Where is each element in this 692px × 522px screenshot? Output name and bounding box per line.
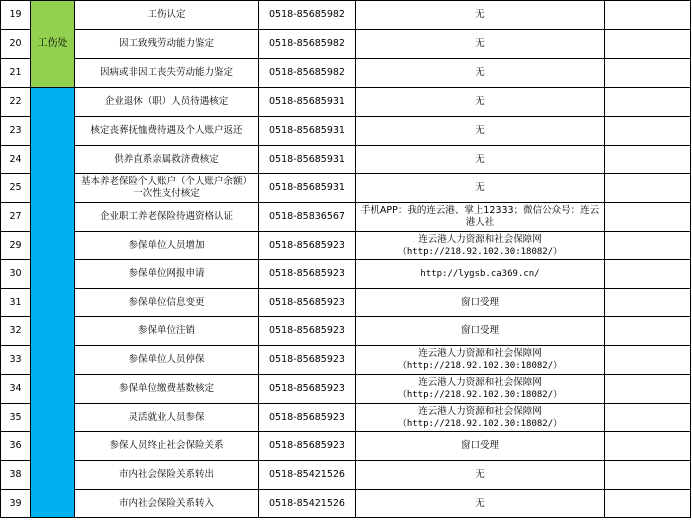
empty-cell: [605, 432, 691, 461]
phone-number: 0518-85685923: [259, 260, 356, 289]
row-number: 38: [1, 461, 31, 490]
online-channel: [356, 88, 605, 117]
online-channel: [356, 232, 605, 260]
empty-cell: [605, 317, 691, 346]
online-channel: [356, 260, 605, 289]
service-name: 供养直系亲属救济费核定: [75, 146, 259, 174]
empty-cell: [605, 404, 691, 432]
table-row: [1, 88, 691, 117]
empty-cell: [605, 203, 691, 232]
service-name: 企业职工养老保险待遇资格认证: [75, 203, 259, 232]
online-channel: [356, 346, 605, 375]
online-channel-line: http://lygsb.ca369.cn/: [420, 269, 540, 279]
table-row: [1, 346, 691, 375]
table-row: [1, 375, 691, 404]
phone-number: 0518-85421526: [259, 490, 356, 518]
online-channel: [356, 146, 605, 174]
service-name: 参保单位人员增加: [75, 232, 259, 260]
service-name: 因病或非因工丧失劳动能力鉴定: [75, 59, 259, 88]
table-row: [1, 30, 691, 59]
online-channel-line: 无: [475, 497, 485, 509]
row-number: 39: [1, 490, 31, 518]
service-name: 参保人员终止社会保险关系: [75, 432, 259, 461]
empty-cell: [605, 375, 691, 404]
department-cell-blue: [31, 88, 75, 518]
online-channel: [356, 375, 605, 404]
online-channel: [356, 30, 605, 59]
service-name: 参保单位人员停保: [75, 346, 259, 375]
service-name: 因工致残劳动能力鉴定: [75, 30, 259, 59]
online-channel-line: 连云港人力资源和社会保障网: [418, 377, 542, 388]
service-name: 企业退休（职）人员待遇核定: [75, 88, 259, 117]
row-number: 33: [1, 346, 31, 375]
phone-number: 0518-85685923: [259, 289, 356, 317]
phone-number: 0518-85685982: [259, 59, 356, 88]
table-row: [1, 146, 691, 174]
phone-number: 0518-85685923: [259, 375, 356, 404]
phone-number: 0518-85685931: [259, 88, 356, 117]
row-number: 31: [1, 289, 31, 317]
row-number: 25: [1, 174, 31, 203]
phone-number: 0518-85685931: [259, 174, 356, 203]
empty-cell: [605, 260, 691, 289]
department-cell: 工伤处: [31, 1, 75, 88]
empty-cell: [605, 30, 691, 59]
row-number: 23: [1, 117, 31, 146]
service-name: 参保单位信息变更: [75, 289, 259, 317]
online-channel: [356, 289, 605, 317]
online-channel-line: 窗口受理: [460, 296, 499, 308]
table-row: [1, 174, 691, 203]
online-channel-line: （http://218.92.102.30:18082/）: [397, 246, 563, 257]
table-row: [1, 317, 691, 346]
table-row: [1, 232, 691, 260]
online-channel-line: 连云港人力资源和社会保障网: [418, 348, 542, 359]
online-channel-line: 手机APP：我的连云港、掌上12333；微信公众号：连云港人社: [360, 205, 600, 228]
phone-number: 0518-85685923: [259, 432, 356, 461]
service-name: 市内社会保险关系转出: [75, 461, 259, 490]
online-channel-line: 无: [475, 153, 485, 165]
row-number: 35: [1, 404, 31, 432]
phone-number: 0518-85685923: [259, 404, 356, 432]
online-channel-line: 无: [475, 182, 485, 193]
service-name: 市内社会保险关系转入: [75, 490, 259, 518]
row-number: 29: [1, 232, 31, 260]
online-channel-line: 无: [475, 38, 485, 49]
online-channel: [356, 317, 605, 346]
row-number: 20: [1, 30, 31, 59]
phone-number: 0518-85685931: [259, 117, 356, 146]
row-number: 22: [1, 88, 31, 117]
row-number: 30: [1, 260, 31, 289]
empty-cell: [605, 88, 691, 117]
service-name: 参保单位网报申请: [75, 260, 259, 289]
online-channel-line: 窗口受理: [460, 325, 499, 336]
phone-number: 0518-85685923: [259, 346, 356, 375]
table-row: [1, 289, 691, 317]
online-channel: [356, 490, 605, 518]
empty-cell: [605, 146, 691, 174]
online-channel-line: 无: [475, 125, 485, 136]
empty-cell: [605, 346, 691, 375]
table-row: [1, 490, 691, 518]
table-row: [1, 203, 691, 232]
row-number: 34: [1, 375, 31, 404]
service-name: 参保单位缴费基数核定: [75, 375, 259, 404]
phone-number: 0518-85685923: [259, 232, 356, 260]
online-channel: [356, 174, 605, 203]
online-channel-line: （http://218.92.102.30:18082/）: [397, 390, 563, 400]
row-number: 21: [1, 59, 31, 88]
phone-number: 0518-85421526: [259, 461, 356, 490]
online-channel-line: 无: [475, 469, 485, 480]
service-name: 灵活就业人员参保: [75, 404, 259, 432]
online-channel: [356, 404, 605, 432]
empty-cell: [605, 461, 691, 490]
row-number: 19: [1, 1, 31, 30]
online-channel-line: 连云港人力资源和社会保障网: [418, 405, 542, 417]
online-channel: [356, 461, 605, 490]
table-row: [1, 432, 691, 461]
empty-cell: [605, 59, 691, 88]
online-channel-line: 无: [475, 9, 485, 20]
table-row: [1, 461, 691, 490]
empty-cell: [605, 289, 691, 317]
row-number: 27: [1, 203, 31, 232]
phone-number: 0518-85685982: [259, 1, 356, 30]
online-channel-line: 无: [475, 67, 485, 78]
online-channel: [356, 203, 605, 232]
phone-number: 0518-85685982: [259, 30, 356, 59]
service-name: 基本养老保险个人账户（个人账户余额）一次性支付核定: [75, 174, 259, 203]
table-body: [1, 1, 691, 518]
empty-cell: [605, 174, 691, 203]
table-row: [1, 260, 691, 289]
table-row: [1, 59, 691, 88]
online-channel: [356, 117, 605, 146]
table-row: [1, 1, 691, 30]
online-channel: [356, 432, 605, 461]
online-channel-line: （http://218.92.102.30:18082/）: [397, 361, 563, 371]
table-row: [1, 117, 691, 146]
empty-cell: [605, 490, 691, 518]
online-channel-line: （http://218.92.102.30:18082/）: [397, 418, 563, 429]
row-number: 24: [1, 146, 31, 174]
online-channel: [356, 59, 605, 88]
phone-number: 0518-85685923: [259, 317, 356, 346]
phone-number: 0518-85836567: [259, 203, 356, 232]
empty-cell: [605, 117, 691, 146]
row-number: 32: [1, 317, 31, 346]
online-channel-line: 连云港人力资源和社会保障网: [418, 233, 542, 245]
service-name: 参保单位注销: [75, 317, 259, 346]
service-name: 核定丧葬抚恤费待遇及个人账户返还: [75, 117, 259, 146]
table-row: [1, 404, 691, 432]
online-channel-line: 无: [475, 96, 485, 107]
empty-cell: [605, 1, 691, 30]
empty-cell: [605, 232, 691, 260]
phone-number: 0518-85685931: [259, 146, 356, 174]
online-channel-line: 窗口受理: [460, 440, 499, 451]
row-number: 36: [1, 432, 31, 461]
online-channel: [356, 1, 605, 30]
service-name: 工伤认定: [75, 1, 259, 30]
